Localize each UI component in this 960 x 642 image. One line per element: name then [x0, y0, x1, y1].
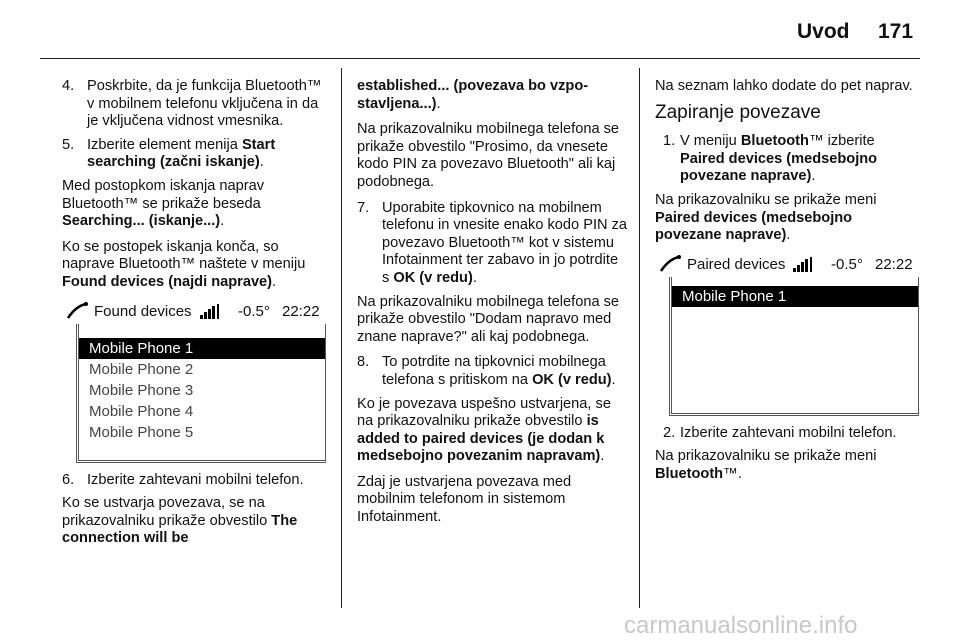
device-list-item[interactable]: Mobile Phone 2	[89, 360, 194, 378]
paragraph: Na prikazovalniku mobilnega telefona se prikaže obvestilo "Dodam napravo med znane naprave?" ali kaj podobnega.	[357, 293, 620, 345]
device-list	[669, 277, 919, 416]
device-list	[76, 324, 326, 463]
screen-title: Found devices	[94, 302, 192, 320]
step-5: 5. Izberite element menija Start searching (začni iskanje).	[62, 136, 276, 171]
paragraph: Ko se ustvarja povezava, se na prikazovalniku prikaže obvestilo The connection will be	[62, 495, 298, 547]
paragraph: Med postopkom iskanja naprav Bluetooth™ se prikaže beseda Searching... (iskanje...).	[62, 177, 264, 230]
phone-handset-icon	[659, 255, 683, 273]
device-list-item[interactable]: Mobile Phone 1	[79, 338, 325, 359]
device-list-item[interactable]: Mobile Phone 1	[672, 286, 918, 307]
device-list-item[interactable]: Mobile Phone 3	[89, 381, 194, 399]
paragraph: Zdaj je ustvarjena povezava med mobilnim telefonom in sistemom Infotainment.	[357, 473, 572, 526]
found-devices-screen	[62, 300, 324, 462]
step-8: 8. To potrdite na tipkovnici mobilnega telefona s pritiskom na OK (v redu).	[357, 354, 616, 388]
watermark: carmanualsonline.info	[624, 612, 858, 639]
screen-temperature: -0.5°	[238, 302, 270, 320]
paired-devices-screen	[655, 253, 917, 415]
device-list-item[interactable]: Mobile Phone 5	[89, 423, 194, 441]
column-1	[62, 78, 328, 556]
step-7: 7. Uporabite tipkovnico na mobilnem telefonu in vnesite enako kodo PIN za povezavo Bluetooth™ kot v sistemu Infotainment ter zabavo in jo potrdite s OK (v redu).	[357, 199, 628, 286]
paragraph: Ko je povezava uspešno ustvarjena, se na prikazovalniku prikaže obvestilo is added to paired devices (je dodan k medsebojno povezanim napravam).	[357, 395, 611, 465]
screen-clock: 22:22	[875, 255, 913, 273]
header-rule	[40, 58, 920, 59]
signal-strength-icon	[793, 257, 815, 273]
column-divider	[341, 68, 342, 608]
step-2: 2. Izberite zahtevani mobilni telefon.	[663, 424, 897, 441]
column-divider	[639, 68, 640, 608]
screen-status-bar	[655, 253, 917, 277]
column-2	[357, 78, 627, 535]
screen-title: Paired devices	[687, 255, 786, 273]
screen-temperature: -0.5°	[831, 255, 863, 273]
step-1: 1. V meniju Bluetooth™ izberite Paired devices (medsebojno povezane naprave).	[663, 133, 878, 185]
signal-strength-icon	[200, 304, 222, 320]
screen-status-bar	[62, 300, 324, 324]
page-header	[0, 0, 960, 62]
paragraph: established... (povezava bo vzpo-stavljena...).	[357, 78, 589, 112]
step-6: 6. Izberite zahtevani mobilni telefon.	[62, 471, 304, 488]
column-3	[655, 78, 919, 492]
step-4: 4. Poskrbite, da je funkcija Bluetooth™ v mobilnem telefonu vključena in da je vključena vidnost vmesnika.	[62, 78, 322, 130]
screen-clock: 22:22	[282, 302, 320, 320]
section-title: Uvod	[797, 20, 850, 43]
page-number: 171	[878, 20, 914, 43]
paragraph: Ko se postopek iskanja konča, so naprave Bluetooth™ naštete v meniju Found devices (najdi naprave).	[62, 238, 306, 290]
section-heading: Zapiranje povezave	[655, 101, 821, 123]
paragraph: Na seznam lahko dodate do pet naprav.	[655, 78, 913, 94]
phone-handset-icon	[66, 302, 90, 320]
paragraph: Na prikazovalniku mobilnega telefona se prikaže obvestilo "Prosimo, da vnesete kodo PIN za povezavo Bluetooth" ali kaj podobnega.	[357, 121, 620, 190]
paragraph: Na prikazovalniku se prikaže meni Paired devices (medsebojno povezane naprave).	[655, 191, 877, 244]
device-list-item[interactable]: Mobile Phone 4	[89, 402, 194, 420]
paragraph: Na prikazovalniku se prikaže meni Bluetooth™.	[655, 448, 877, 482]
